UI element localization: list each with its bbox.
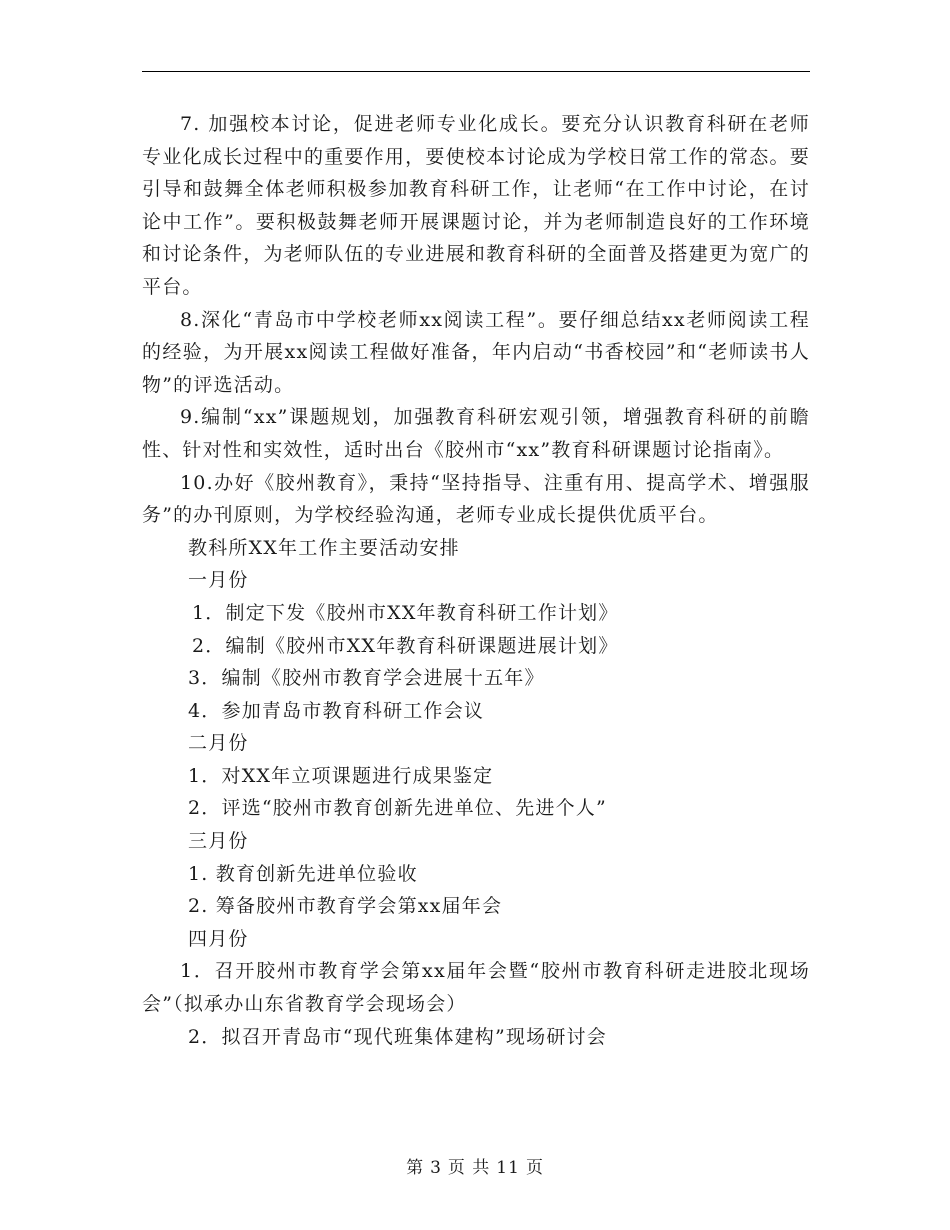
footer-suffix: 页: [525, 1158, 544, 1178]
month-heading-apr: 四月份: [188, 927, 249, 950]
footer-total-pages: 11: [496, 1158, 520, 1178]
list-item: 2．拟召开青岛市“现代班集体建构”现场研讨会: [188, 1025, 607, 1048]
header-rule: [142, 71, 810, 72]
paragraph-10: 10.办好《胶州教育》，秉持“坚持指导、注重有用、提高学术、增强服务”的办刊原则，为学校经验沟通，老师专业成长提供优质平台。: [142, 471, 810, 527]
page-footer: [0, 1153, 950, 1178]
list-item: 4．参加青岛市教育科研工作会议: [188, 699, 485, 722]
list-item: 1．制定下发《胶州市XX年教育科研工作计划》: [192, 601, 619, 624]
paragraph-7: 7. 加强校本讨论，促进老师专业化成长。要充分认识教育科研在老师专业化成长过程中的重要作用，要使校本讨论成为学校日常工作的常态。要引导和鼓舞全体老师积极参加教育科研工作，让老师“在工作中讨论，在讨论中工作”。要积极鼓舞老师开展课题讨论，并为老师制造良好的工作环境和讨论条件，为老师队伍的专业进展和教育科研的全面普及搭建更为宽广的平台。: [142, 113, 810, 298]
month-heading-jan: 一月份: [188, 569, 249, 592]
schedule-title: 教科所XX年工作主要活动安排: [188, 536, 460, 559]
footer-page-number: 3: [430, 1158, 442, 1178]
list-item: 2．编制《胶州市XX年教育科研课题进展计划》: [192, 634, 619, 657]
footer-middle: 页 共: [447, 1158, 491, 1178]
list-item: 2. 筹备胶州市教育学会第xx届年会: [188, 895, 503, 918]
month-heading-feb: 二月份: [188, 732, 249, 755]
list-item: 1．对XX年立项课题进行成果鉴定: [188, 764, 494, 787]
list-item: 3．编制《胶州市教育学会进展十五年》: [188, 667, 545, 690]
footer-prefix: 第: [406, 1158, 425, 1178]
paragraph-8: 8.深化“青岛市中学校老师xx阅读工程”。要仔细总结xx老师阅读工程的经验，为开展xx阅读工程做好准备，年内启动“书香校园”和“老师读书人物”的评选活动。: [142, 308, 810, 396]
list-item: 2．评选“胶州市教育创新先进单位、先进个人”: [188, 797, 607, 820]
document-body: [142, 108, 810, 1053]
list-item: 1. 教育创新先进单位验收: [188, 862, 418, 885]
paragraph-9: 9.编制“xx”课题规划，加强教育科研宏观引领，增强教育科研的前瞻性、针对性和实效性，适时出台《胶州市“xx”教育科研课题讨论指南》。: [142, 406, 810, 461]
month-heading-mar: 三月份: [188, 830, 249, 853]
list-item: 1．召开胶州市教育学会第xx届年会暨“胶州市教育科研走进胶北现场会”（拟承办山东省教育学会现场会）: [142, 960, 810, 1016]
